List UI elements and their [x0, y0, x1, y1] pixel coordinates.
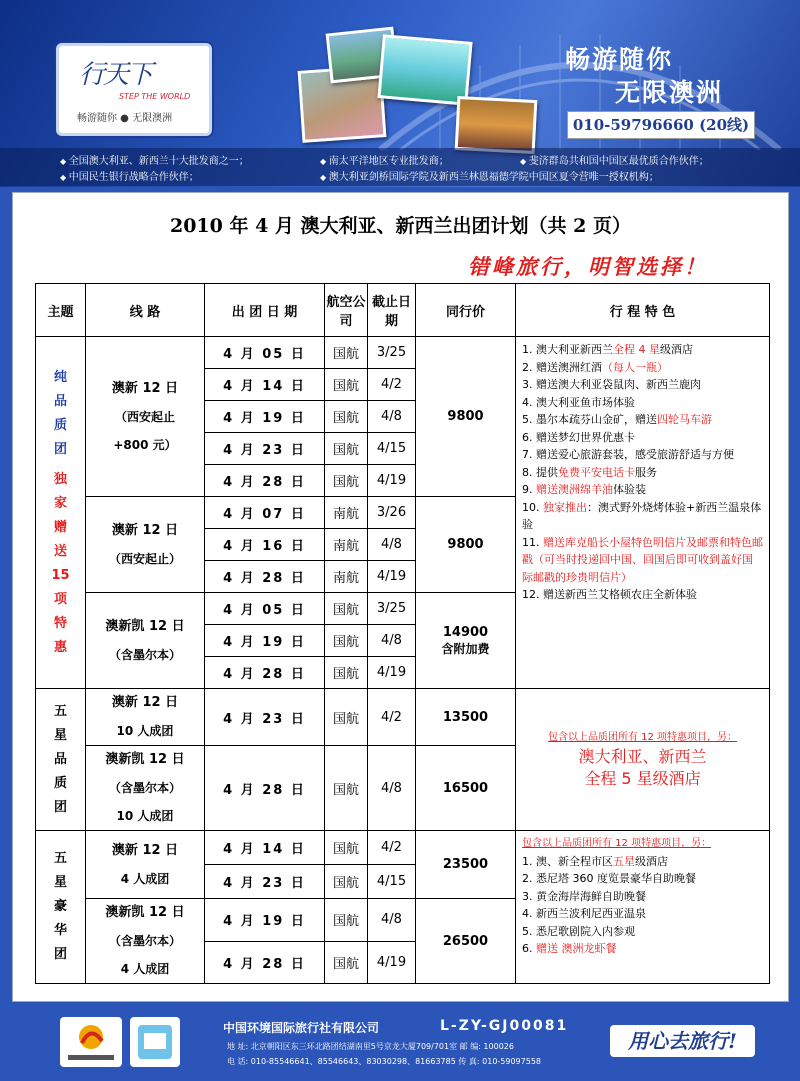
departure-date: 4 月 05 日 [205, 337, 325, 369]
feature-item [522, 481, 763, 499]
feature-text: 级酒店 [660, 343, 693, 356]
features-note: 包含以上品质团所有 12 项特惠项目，另： [522, 838, 712, 849]
feature-number: 10. [522, 500, 543, 514]
departure-date: 4 月 19 日 [205, 625, 325, 657]
features-highlight: 全程 5 星级酒店 [584, 769, 701, 789]
departure-table [35, 283, 770, 984]
header-deadline: 截止日期 [368, 284, 416, 337]
departure-date: 4 月 23 日 [205, 689, 325, 746]
deadline: 3/26 [368, 497, 416, 529]
feature-number: 3. [522, 889, 536, 903]
feature-text: 赠送新西兰艾格顿农庄全新体验 [543, 588, 697, 601]
logo-text: 行天下 [79, 60, 152, 90]
footer [0, 1005, 800, 1081]
feature-highlight: 赠送澳洲绵羊油 [536, 483, 613, 496]
feature-text: 澳、新全程市区 [536, 854, 613, 868]
route-cell [86, 746, 205, 831]
feature-highlight: 赠送 澳洲龙虾餐 [536, 942, 617, 955]
feature-number: 8. [522, 465, 536, 479]
feature-number: 3. [522, 378, 536, 391]
feature-item [522, 499, 763, 534]
photo-couple [455, 96, 538, 154]
departure-date: 4 月 28 日 [205, 941, 325, 984]
feature-item [522, 464, 763, 482]
company-name: 中国环境国际旅行社有限公司 [223, 1021, 380, 1035]
route-cell [86, 337, 205, 497]
price: 9800 [416, 337, 516, 497]
header-date: 出 团 日 期 [205, 284, 325, 337]
feature-number: 1. [522, 343, 536, 356]
route-note: （西安起止 [114, 409, 175, 424]
deadline: 4/2 [368, 689, 416, 746]
departure-date: 4 月 05 日 [205, 593, 325, 625]
feature-number: 6. [522, 430, 536, 444]
airline: 国航 [325, 831, 368, 865]
price: 9800 [416, 497, 516, 593]
price: 23500 [416, 831, 516, 899]
deadline: 3/25 [368, 337, 416, 369]
table-header-row [36, 284, 770, 337]
route-note: （含墨尔本） [108, 647, 181, 662]
features-note: 包含以上品质团所有 12 项特惠项目，另： [547, 731, 738, 743]
feature-item [522, 923, 763, 941]
route-note: 10 人成团 [116, 809, 174, 823]
header-features: 行 程 特 色 [516, 284, 770, 337]
feature-item [522, 888, 763, 906]
feature-highlight: 五星 [613, 854, 635, 868]
deadline: 4/19 [368, 941, 416, 984]
logo-english: STEP THE WORLD [119, 92, 191, 101]
credential-item: ◆ 斐济群岛共和国中国区最优质合作伙伴； [520, 152, 709, 167]
route-name: 澳新 12 日 [111, 522, 179, 538]
airline: 南航 [325, 561, 368, 593]
airline: 国航 [325, 369, 368, 401]
deadline: 4/15 [368, 433, 416, 465]
airline: 国航 [325, 865, 368, 899]
deadline: 4/8 [368, 401, 416, 433]
route-note: +800 元） [113, 437, 177, 452]
header-airline: 航空公司 [325, 284, 368, 337]
feature-text: 新西兰波利尼西亚温泉 [536, 907, 646, 920]
theme-sub-label: 独家赠送15项特惠 [51, 471, 70, 655]
feature-number: 5. [522, 413, 536, 426]
feature-item [522, 394, 763, 412]
deadline: 4/19 [368, 561, 416, 593]
feature-text: 墨尔本疏芬山金矿，赠送 [536, 413, 657, 426]
feature-item [522, 376, 763, 394]
airline: 国航 [325, 657, 368, 689]
feature-number: 2. [522, 872, 536, 885]
feature-item [522, 940, 763, 958]
feature-item [522, 586, 763, 604]
route-cell [86, 899, 205, 984]
feature-text: 澳大利亚鱼市场体验 [536, 395, 635, 409]
route-note: （含墨尔本） [108, 781, 181, 795]
departure-date: 4 月 19 日 [205, 401, 325, 433]
feature-item [522, 429, 763, 447]
feature-text: 体验装 [613, 483, 646, 496]
page-title: 2010 年 4 月 澳大利亚、新西兰出团计划（共 2 页） [169, 215, 631, 237]
table-row [36, 689, 770, 746]
deadline: 4/8 [368, 625, 416, 657]
departure-date: 4 月 16 日 [205, 529, 325, 561]
feature-number: 1. [522, 854, 536, 868]
feature-highlight: （每人一瓶） [602, 360, 668, 374]
company-address: 地 址: 北京朝阳区东三环北路团结湖南里5号京龙大厦709/701室 邮 编: 100026 [227, 1042, 514, 1051]
route-cell [86, 831, 205, 899]
credential-item: ◆ 全国澳大利亚、新西兰十大批发商之一； [60, 152, 249, 167]
company-phone: 电 话: 010-85546641、85546643、83030298、81663785 传 真: 010-59097558 [227, 1057, 542, 1066]
feature-text: 赠送澳洲红酒 [536, 360, 602, 374]
feature-text: 服务 [635, 465, 657, 479]
price: 16500 [416, 746, 516, 831]
credential-item: ◆ 南太平洋地区专业批发商； [320, 152, 449, 167]
features-five-star-quality [516, 689, 770, 831]
header-price: 同行价 [416, 284, 516, 337]
feature-item [522, 411, 763, 429]
feature-text: 级酒店 [635, 854, 668, 868]
airline: 国航 [325, 593, 368, 625]
table-row [36, 831, 770, 865]
deadline: 3/25 [368, 593, 416, 625]
departure-date: 4 月 23 日 [205, 433, 325, 465]
route-name: 澳新 12 日 [111, 380, 179, 396]
feature-highlight: 赠送库克船长小屋特色明信片及邮票和特色邮戳（可当时投递回中国、回国后即可收到盖好国际邮戳的珍贵明信片） [522, 535, 763, 584]
motto: 错峰旅行，明智选择！ [468, 254, 708, 279]
theme-five-star-quality [36, 689, 86, 831]
feature-number: 9. [522, 483, 536, 496]
feature-text: 悉尼塔 360 度览景豪华自助晚餐 [536, 872, 696, 885]
price-note: 含附加费 [441, 641, 490, 656]
feature-highlight: 独家推出 [543, 500, 587, 514]
partner-logo [130, 1017, 180, 1067]
feature-number: 11. [522, 535, 543, 549]
airline: 南航 [325, 497, 368, 529]
theme-label: 五星豪华团 [53, 851, 67, 962]
feature-number: 4. [522, 395, 536, 409]
feature-text: 提供 [536, 465, 558, 479]
header-theme: 主题 [36, 284, 86, 337]
feature-text: 澳大利亚新西兰 [536, 343, 613, 356]
airline: 国航 [325, 941, 368, 984]
feature-number: 7. [522, 448, 536, 461]
departure-date: 4 月 28 日 [205, 465, 325, 497]
deadline: 4/2 [368, 369, 416, 401]
feature-item [522, 534, 763, 587]
australia-tourism-logo [60, 1017, 122, 1067]
theme-five-star-luxury [36, 831, 86, 984]
airline: 国航 [325, 746, 368, 831]
features-highlight: 澳大利亚、新西兰 [578, 747, 707, 767]
credential-item: ◆ 中国民生银行战略合作伙伴； [60, 168, 199, 183]
route-cell [86, 689, 205, 746]
route-name: 澳新 12 日 [111, 842, 179, 858]
price-value: 14900 [442, 624, 489, 640]
footer-slogan: 用心去旅行! [610, 1025, 755, 1057]
deadline: 4/19 [368, 657, 416, 689]
feature-item [522, 853, 763, 871]
departure-date: 4 月 07 日 [205, 497, 325, 529]
logo-tagline: 畅游随你 ● 无限澳洲 [77, 113, 173, 124]
theme-label: 五星品质团 [53, 703, 67, 815]
schedule-card [12, 192, 789, 1002]
header-slogan-1: 畅游随你 [565, 45, 674, 74]
feature-text: 赠送梦幻世界优惠卡 [536, 430, 635, 444]
feature-text: ：澳式野外烧烤体验+新西兰温泉体验 [522, 500, 762, 531]
header-phone[interactable]: 010-59796660 (20线) [567, 111, 755, 139]
departure-date: 4 月 23 日 [205, 865, 325, 899]
feature-number: 4. [522, 907, 536, 920]
route-cell [86, 497, 205, 593]
header-banner [0, 0, 800, 187]
deadline: 4/8 [368, 529, 416, 561]
departure-date: 4 月 28 日 [205, 561, 325, 593]
airline: 国航 [325, 337, 368, 369]
feature-number: 2. [522, 360, 536, 374]
price: 13500 [416, 689, 516, 746]
deadline: 4/2 [368, 831, 416, 865]
airline: 国航 [325, 625, 368, 657]
route-name: 澳新凯 12 日 [105, 752, 185, 767]
feature-number: 12. [522, 588, 543, 601]
airline: 南航 [325, 529, 368, 561]
brand-logo [56, 43, 212, 136]
price: 26500 [416, 899, 516, 984]
departure-date: 4 月 28 日 [205, 657, 325, 689]
departure-date: 4 月 19 日 [205, 899, 325, 942]
feature-item [522, 359, 763, 377]
airline: 国航 [325, 433, 368, 465]
features-pure-quality [516, 337, 770, 689]
theme-label: 纯品质团 [53, 369, 67, 457]
departure-date: 4 月 28 日 [205, 746, 325, 831]
credential-item: ◆ 澳大利亚剑桥国际学院及新西兰林恩福德学院中国区夏令营唯一授权机构； [320, 168, 659, 183]
route-note: （西安起止） [108, 551, 181, 566]
route-note: （含墨尔本） [108, 934, 181, 948]
airline: 国航 [325, 465, 368, 497]
deadline: 4/8 [368, 746, 416, 831]
airline: 国航 [325, 899, 368, 942]
features-five-star-luxury [516, 831, 770, 984]
route-name: 澳新 12 日 [111, 695, 179, 710]
deadline: 4/15 [368, 865, 416, 899]
feature-highlight: 四轮马车游 [657, 413, 712, 426]
airline: 国航 [325, 689, 368, 746]
feature-item [522, 446, 763, 464]
feature-item [522, 905, 763, 923]
feature-text: 悉尼歌剧院入内参观 [536, 924, 635, 938]
route-cell [86, 593, 205, 689]
route-name: 澳新凯 12 日 [105, 618, 185, 634]
deadline: 4/19 [368, 465, 416, 497]
route-name: 澳新凯 12 日 [105, 905, 185, 920]
deadline: 4/8 [368, 899, 416, 942]
feature-text: 赠送爱心旅游套装，感受旅游舒适与方便 [536, 448, 734, 461]
feature-text: 黄金海岸海鲜自助晚餐 [536, 889, 646, 903]
feature-highlight: 全程 4 星 [613, 343, 660, 356]
airline: 国航 [325, 401, 368, 433]
license-code: L-ZY-GJ00081 [440, 1018, 569, 1034]
price [416, 593, 516, 689]
feature-text: 赠送澳大利亚袋鼠肉、新西兰鹿肉 [536, 378, 701, 391]
header-credentials [0, 148, 800, 186]
table-row [36, 337, 770, 369]
header-route: 线 路 [86, 284, 205, 337]
feature-number: 6. [522, 942, 536, 955]
theme-pure-quality [36, 337, 86, 689]
feature-item [522, 341, 763, 359]
header-slogan-2: 无限澳洲 [615, 78, 724, 107]
route-note: 4 人成团 [120, 871, 170, 886]
feature-item [522, 870, 763, 888]
departure-date: 4 月 14 日 [205, 831, 325, 865]
route-note: 4 人成团 [120, 962, 170, 976]
route-note: 10 人成团 [116, 724, 174, 738]
feature-number: 5. [522, 924, 536, 938]
feature-highlight: 免费平安电话卡 [558, 465, 635, 479]
departure-date: 4 月 14 日 [205, 369, 325, 401]
